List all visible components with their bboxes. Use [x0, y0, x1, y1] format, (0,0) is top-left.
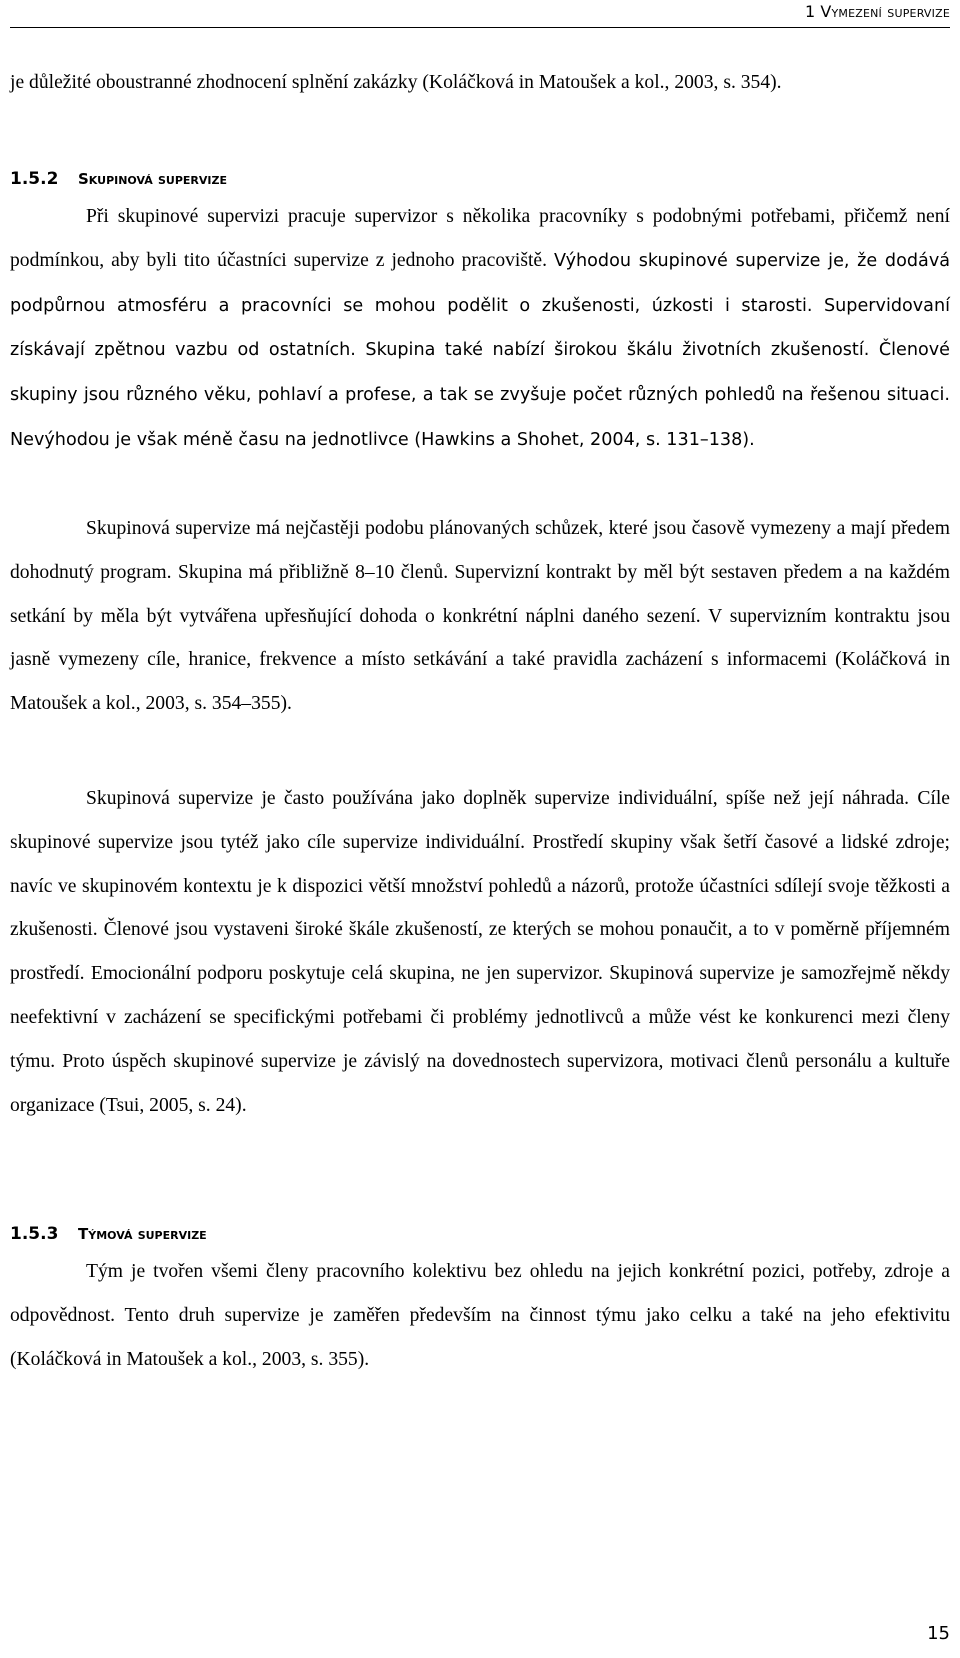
paragraph-group-intro — [10, 195, 950, 463]
section-number: 1.5.2 — [10, 169, 59, 189]
page-body-group-supervision — [10, 195, 950, 463]
chapter-number: 1 — [805, 2, 816, 21]
page-body-group-complement — [10, 777, 950, 1127]
paragraph-group-complement: Skupinová supervize je často používána jako doplněk supervize individuální, spíše než její náhrada. Cíle skupinové supervize jsou tytéž jako cíle supervize individuální. Prostředí skupiny však šetří časové a lidské zdroje; navíc ve skupinovém kontextu je k dispozici větší množství pohledů a názorů, protože účastníci sdílejí svoje těžkosti a zkušenosti. Členové jsou vystaveni široké škále zkušeností, ze kterých se mohou ponaučit, a to v poměrně příjemném prostředí. Emocionální podporu poskytuje celá skupina, ne jen supervizor. Skupinová supervize je samozřejmě někdy neefektivní v zacházení se specifickými potřebami či problémy jednotlivců a může vést ke konkurenci mezi členy týmu. Proto úspěch skupinové supervize je závislý na dovednostech supervizora, motivaci členů personálu a kultuře organizace (Tsui, 2005, s. 24). — [10, 788, 950, 1116]
section-number: 1.5.3 — [10, 1224, 59, 1244]
paragraph-team-supervision: Tým je tvořen všemi členy pracovního kolektivu bez ohledu na jejich konkrétní pozici, potřeby, zdroje a odpovědnost. Tento druh supervize je zaměřen především na činnost týmu jako celku a také na jeho efektivitu (Koláčková in Matoušek a kol., 2003, s. 355). — [10, 1261, 950, 1370]
section-heading-1-5-2 — [10, 167, 227, 191]
paragraph-group-meetings: Skupinová supervize má nejčastěji podobu plánovaných schůzek, které jsou časově vymezeny a mají předem dohodnutý program. Skupina má přibližně 8–10 členů. Supervizní kontrakt by měl být sestaven předem a na každém setkání by měla být vytvářena upřesňující dohoda o konkrétní náplni daného sezení. V supervizním kontraktu jsou jasně vymezeny cíle, hranice, frekvence a místo setkávání a také pravidla zacházení s informacemi (Koláčková in Matoušek a kol., 2003, s. 354–355). — [10, 518, 950, 715]
paragraph-group-intro-serif: Při skupinové supervizi pracuje supervizor s několika pracovníky s podobnými potřebami, přičemž není podmínkou, aby byli tito účastníci supervize z jednoho pracoviště. — [10, 206, 950, 271]
section-heading-1-5-3 — [10, 1222, 207, 1246]
chapter-title: Vymezení supervize — [820, 2, 950, 21]
page-body-team-supervision — [10, 1250, 950, 1381]
running-header — [10, 0, 950, 28]
section-title: Skupinová supervize — [78, 170, 227, 188]
page-body-group-meetings — [10, 507, 950, 726]
paragraph-group-intro-sans: Výhodou skupinové supervize je, že dodává podpůrnou atmosféru a pracovníci se mohou podělit o zkušenosti, úzkosti i starosti. Supervidovaní získávají zpětnou vazbu od ostatních. Skupina také nabízí širokou škálu životních zkušeností. Členové skupiny jsou různého věku, pohlaví a profese, a tak se zvyšuje počet různých pohledů na řešenou situaci. Nevýhodou je však méně času na jednotlivce (Hawkins a Shohet, 2004, s. 131–138). — [10, 250, 951, 450]
page-body-top — [10, 61, 950, 105]
section-title: Týmová supervize — [78, 1225, 207, 1243]
paragraph-continuation: je důležité oboustranné zhodnocení splnění zakázky (Koláčková in Matoušek a kol., 2003, s. 354). — [10, 72, 782, 93]
page-number: 15 — [927, 1623, 950, 1644]
